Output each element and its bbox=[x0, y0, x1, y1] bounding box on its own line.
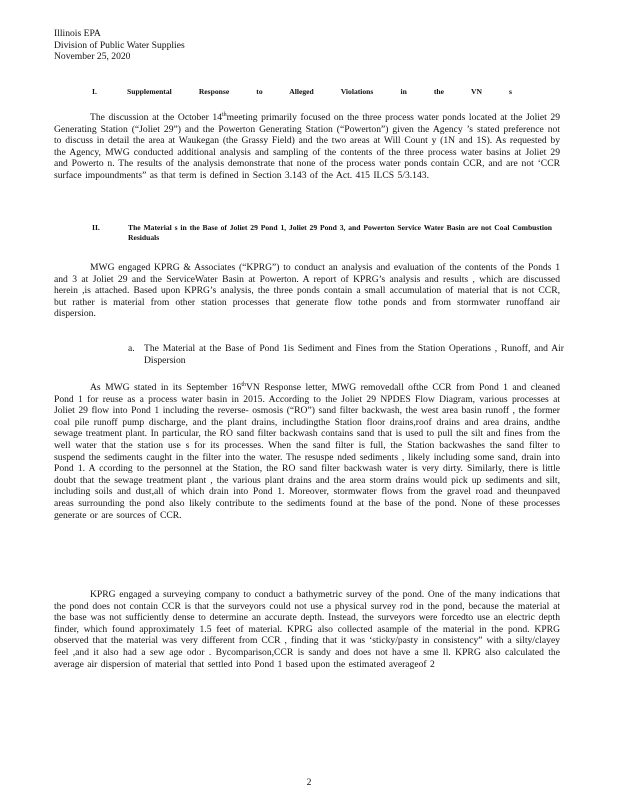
paragraph-text: MWG engaged KPRG & Associates (“KPRG”) to conduct an analysis and evaluation of the contents of the Ponds 1 and 3 at Joliet 29 and the ServiceWater Basin at Powerton. A report of KPRG’s analysis and results , which are discussed herein ,is attached. Based upon KPRG’s analysis, the three ponds contain a small accumulation of material that is not CCR, but rather is material from other station processes that generate flow tothe ponds and from stormwater runoffand air dispersion. bbox=[54, 262, 560, 320]
paragraph-pond-1-processes bbox=[54, 382, 560, 521]
superscript-ordinal: th bbox=[241, 382, 246, 388]
paragraph-bathymetric-survey bbox=[54, 589, 560, 670]
section-number: I. bbox=[92, 87, 97, 96]
section-number: II. bbox=[92, 223, 100, 232]
subsection-title: The Material at the Base of Pond 1is Sediment and Fines from the Station Operations , Runoff, and Air Dispersion bbox=[144, 343, 564, 366]
page-number: 2 bbox=[306, 777, 312, 788]
header-division: Division of Public Water Supplies bbox=[54, 39, 185, 51]
superscript-ordinal: th bbox=[222, 112, 227, 118]
paragraph-text: meeting primarily focused on the three process water ponds located at the Joliet 29 Generating Station (“Joliet 29”) and the Powerton Generating Station (“Powerton”) given the Agency ’s stated preference not to discuss in detail the area at Waukegan (the Grassy Field) and the two areas at Will Count y (1N and 1S). As requested by the Agency, MWG conducted additional analysis and sampling of the contents of the three process water basins at Joliet 29 and Powerto n. The results of the analysis demonstrate that none of the process water ponds contain CCR, and are not ‘CCR surface impoundments” as that term is defined in Section 3.143 of the Act. 415 ILCS 5/3.143. bbox=[54, 112, 561, 181]
section-title: Supplemental Response to Alleged Violations in the VN s bbox=[127, 87, 512, 96]
section-title: The Material s in the Base of Joliet 29 Pond 1, Joliet 29 Pond 3, and Powerton Service Water Basin are not Coal Combustion Residuals bbox=[128, 223, 552, 243]
letter-header bbox=[54, 28, 354, 63]
paragraph-meeting-discussion bbox=[54, 112, 560, 182]
header-date: November 25, 2020 bbox=[54, 51, 131, 62]
paragraph-text: VN Response letter, MWG removedall ofthe CCR from Pond 1 and cleaned Pond 1 for reuse as a process water basin in 2015. According to the Joliet 29 NPDES Flow Diagram, various processes at Joliet 29 flow into Pond 1 including the reverse- osmosis (“RO”) sand filter backwash, the west area basin runoff , the former coal pile runoff pump discharge, and the plant drains, includingthe Station floor drains,roof drains and area drains, andthe sewage treatment plant. In particular, the RO sand filter backwash contains sand that is used to pull the silt and fines from the well water that the station use s for its processes. When the sand filter is full, the Station backwashes the sand filter to suspend the sediments caught in the filter into the water. The resuspe nded sediments , likely including some sand, drain into Pond 1. A ccording to the personnel at the Station, the RO sand filter backwash water is very dirty. Similarly, there is little doubt that the sewage treatment plant , the various plant drains and the area storm drains would pick up sediments and silt, including soils and dust,all of which drain into Pond 1. Moreover, stormwater flows from the gravel road and theunpaved areas surrounding the pond also likely contribute to the sediments found at the base of the pond. None of these processes generate or are sources of CCR. bbox=[54, 382, 560, 521]
header-agency: Illinois EPA bbox=[54, 28, 101, 39]
paragraph-text: The discussion at the October 14 bbox=[90, 112, 222, 123]
subsection-number: a. bbox=[128, 343, 135, 354]
paragraph-text: KPRG engaged a surveying company to conduct a bathymetric survey of the pond. One of the many indications that the pond does not contain CCR is that the surveyors could not use a physical survey rod in the pond, because the material at the base was not sufficiently dense to determine an accurate depth. Instead, the surveyors were forcedto use an electric depth finder, which found approximately 1.5 feet of material. KPRG also collected asample of the material in the pond. KPRG observed that the material was very different from CCR , finding that it was ‘sticky/pasty in consistency” with a silty/clayey feel ,and it also had a sew age odor . Bycomparison,CCR is sandy and does not have a sme ll. KPRG also calculated the average air dispersion of material that settled into Pond 1 based upon the estimated averageof 2 bbox=[54, 589, 560, 670]
paragraph-kprg-engagement bbox=[54, 262, 560, 320]
paragraph-text: As MWG stated in its September 16 bbox=[90, 382, 242, 393]
